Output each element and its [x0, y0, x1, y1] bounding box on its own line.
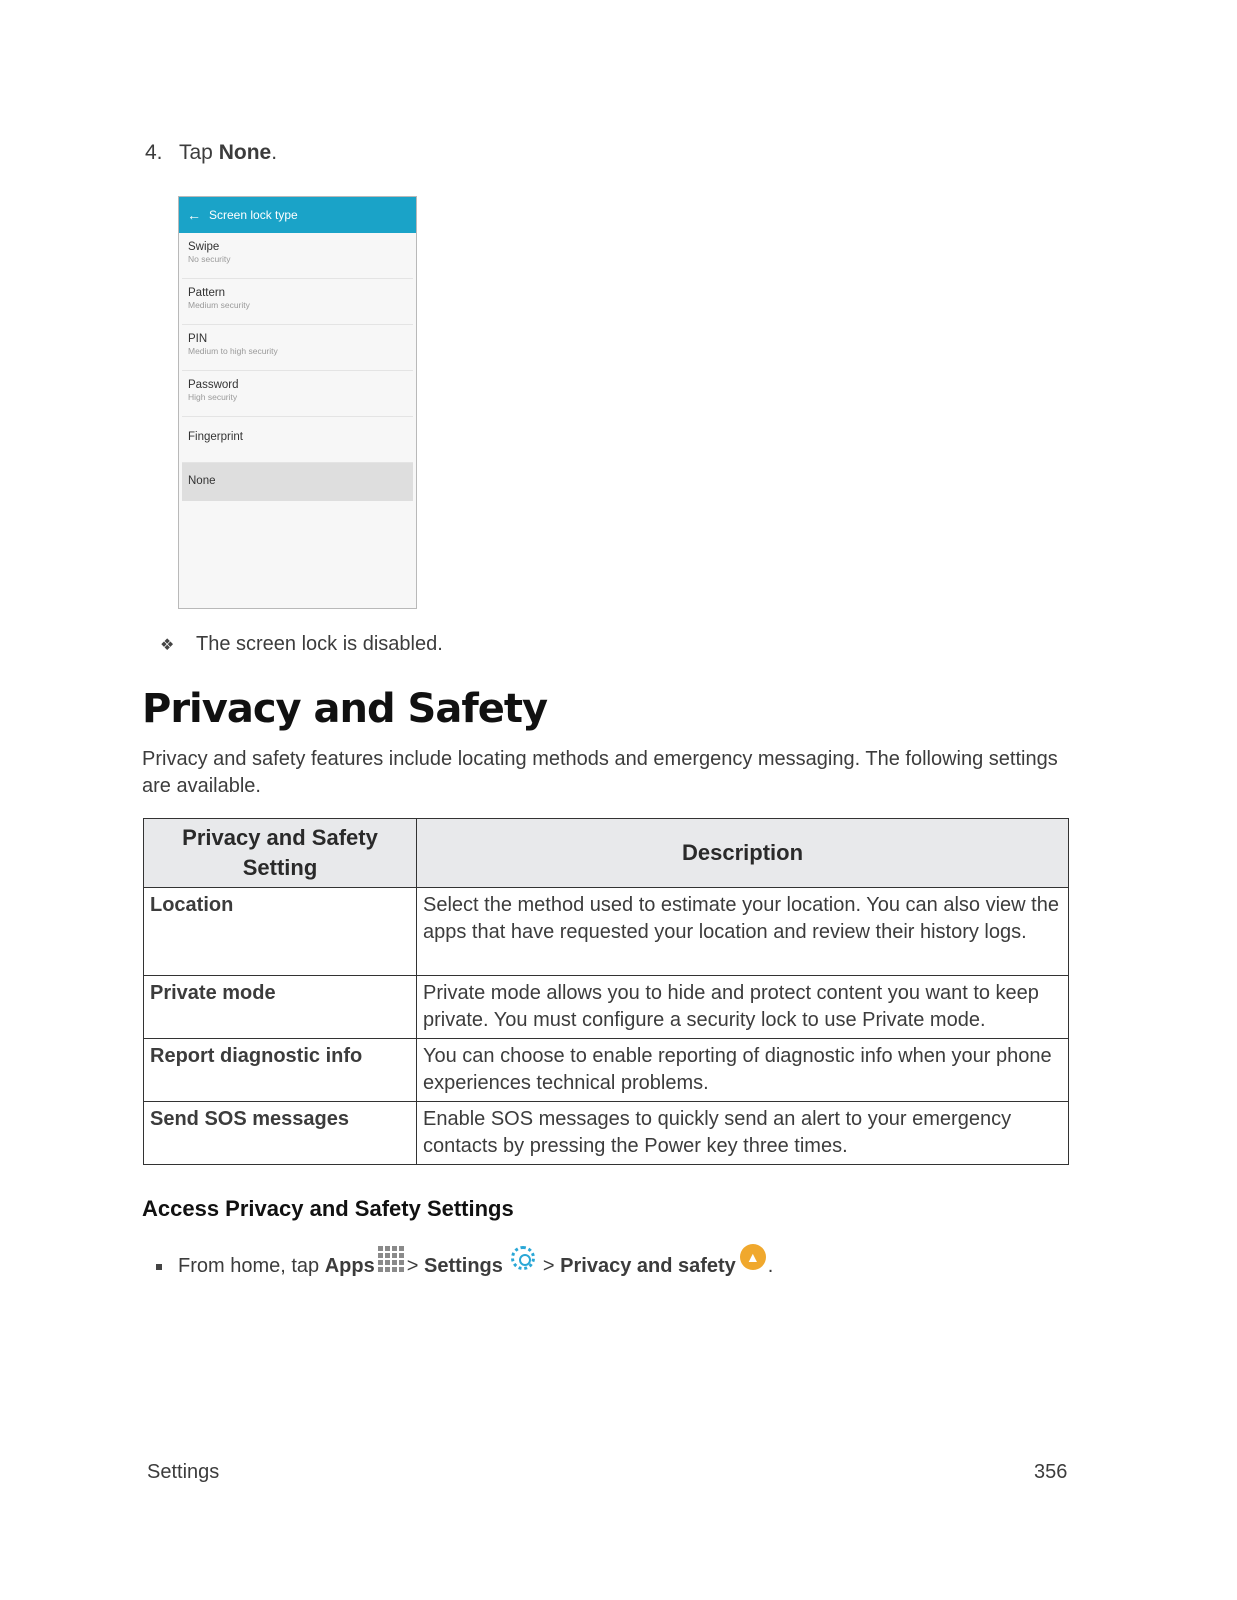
- path-separator: >: [542, 1255, 555, 1277]
- lock-option-title: None: [188, 475, 216, 487]
- step-period: .: [271, 141, 278, 164]
- setting-description: Select the method used to estimate your location. You can also view the apps that have requested your location and review their history logs.: [417, 888, 1069, 976]
- lock-option-password: [182, 371, 413, 417]
- table-header-row: [144, 819, 1069, 888]
- path-period: .: [767, 1255, 774, 1277]
- step-text: Tap: [179, 141, 213, 164]
- settings-table: [143, 818, 1069, 1165]
- setting-description: You can choose to enable reporting of diagnostic info when your phone experiences technical problems.: [417, 1039, 1069, 1102]
- path-settings: Settings: [423, 1255, 503, 1277]
- settings-gear-icon: [511, 1246, 535, 1270]
- lock-option-fingerprint: [182, 417, 413, 463]
- apps-grid-icon: [378, 1246, 404, 1272]
- table-row: [144, 976, 1069, 1039]
- section-heading: Privacy and Safety: [142, 686, 548, 732]
- page-number: 356: [1034, 1461, 1068, 1483]
- table-header-description: Description: [417, 819, 1069, 888]
- lock-option-title: Fingerprint: [188, 431, 243, 443]
- screen-lock-type-screenshot: [178, 196, 417, 609]
- setting-description: Enable SOS messages to quickly send an alert to your emergency contacts by pressing the Power key three times.: [417, 1102, 1069, 1165]
- access-heading: Access Privacy and Safety Settings: [142, 1196, 514, 1221]
- section-intro: Privacy and safety features include locating methods and emergency messaging. The following settings are available.: [142, 748, 1058, 797]
- access-path: [156, 1244, 773, 1278]
- result-line: [160, 633, 443, 656]
- lock-option-subtitle: Medium to high security: [188, 346, 278, 356]
- lock-option-title: Pattern: [188, 287, 226, 299]
- lock-option-title: Password: [188, 379, 239, 391]
- table-header-setting: Privacy and Safety Setting: [144, 819, 417, 888]
- footer-section: Settings: [147, 1461, 220, 1483]
- privacy-safety-icon: ▲: [740, 1244, 766, 1270]
- step-number: 4.: [145, 141, 163, 164]
- setting-name: Send SOS messages: [144, 1102, 417, 1165]
- table-row: [144, 888, 1069, 976]
- lock-option-subtitle: High security: [188, 392, 238, 402]
- setting-name: Location: [144, 888, 417, 976]
- setting-name: Report diagnostic info: [144, 1039, 417, 1102]
- table-row: [144, 1102, 1069, 1165]
- setting-description: Private mode allows you to hide and protect content you want to keep private. You must configure a security lock to use Private mode.: [417, 976, 1069, 1039]
- result-text: The screen lock is disabled.: [196, 633, 443, 655]
- setting-name: Private mode: [144, 976, 417, 1039]
- screen-lock-title: Screen lock type: [209, 208, 298, 222]
- lock-option-subtitle: No security: [188, 254, 231, 264]
- bullet-icon: [156, 1264, 162, 1270]
- table-row: [144, 1039, 1069, 1102]
- back-arrow-icon: ←: [187, 207, 201, 223]
- lock-option-none: [182, 463, 413, 501]
- screen-lock-header: [179, 197, 416, 233]
- lock-option-title: Swipe: [188, 241, 220, 253]
- path-privacy: Privacy and safety: [560, 1255, 736, 1277]
- lock-option-subtitle: Medium security: [188, 300, 250, 310]
- step-4: [145, 141, 277, 165]
- lock-option-title: PIN: [188, 333, 208, 345]
- lock-option-pin: [182, 325, 413, 371]
- lock-option-swipe: [182, 233, 413, 279]
- lock-option-pattern: [182, 279, 413, 325]
- path-prefix: From home, tap: [178, 1255, 320, 1277]
- result-arrow-icon: ❖: [160, 637, 175, 654]
- path-apps: Apps: [324, 1255, 375, 1277]
- step-bold-option: None: [218, 141, 272, 164]
- path-separator: >: [406, 1255, 419, 1277]
